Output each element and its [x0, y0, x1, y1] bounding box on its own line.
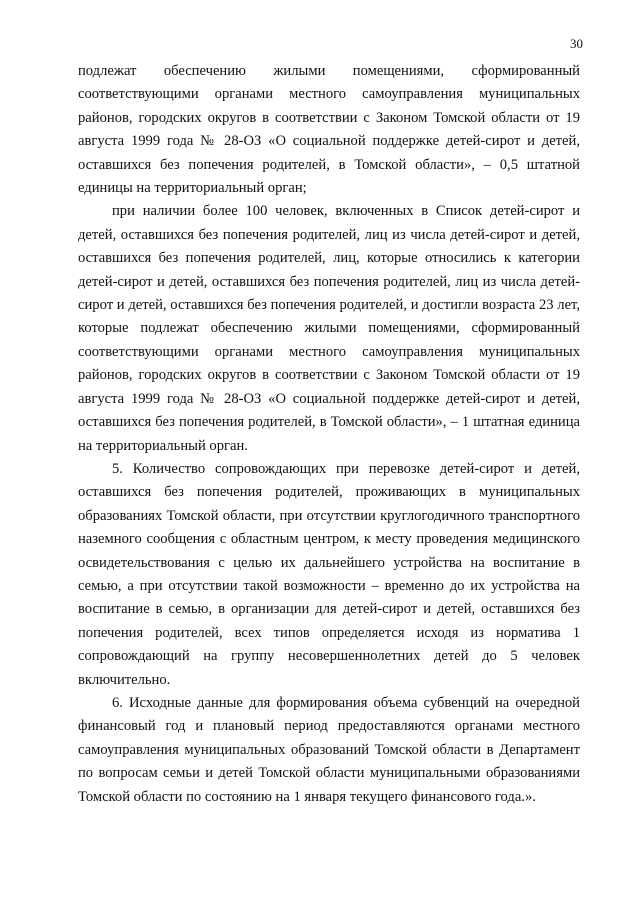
paragraph-continuation: подлежат обеспечению жилыми помещениями, сформированный соответствующими органами местного самоуправления муниципальных районов, городских округов в соответствии с Законом Томской области от 19 августа 1999 года № 28-ОЗ «О социальной поддержке детей-сирот и детей, оставшихся без попечения родителей, в Томской области», – 0,5 штатной единицы на территориальный орган; [78, 63, 580, 197]
paragraph-item-5-escorts: 5. Количество сопровождающих при перевозке детей-сирот и детей, оставшихся без попечения родителей, проживающих в муниципальных образованиях Томской области, при отсутствии круглогодичного транспортного наземного сообщения с областным центром, к месту проведения медицинского освидетельствования с целью их дальнейшего устройства на воспитание в семью, а при отсутствии такой возможности – временно до их устройства на воспитание в семью, в организации для детей-сирот и детей, оставшихся без попечения родителей, всех типов определяется исходя из норматива 1 сопровождающий на группу несовершеннолетних детей до 5 человек включительно. [78, 460, 580, 688]
paragraph-item-6-source-data: 6. Исходные данные для формирования объема субвенций на очередной финансовый год и плановый период предоставляются органами местного самоуправления муниципальных образований Томской области в Департамент по вопросам семьи и детей Томской области муниципальными образованиями Томской области по состоянию на 1 января текущего финансового года.». [78, 694, 580, 805]
paragraph-staffing-over-100: при наличии более 100 человек, включенных в Список детей-сирот и детей, оставшихся без попечения родителей, лиц из числа детей-сирот и детей, оставшихся без попечения родителей, лиц, которые относились к категории детей-сирот и детей, оставшихся без попечения родителей, лиц из числа детей-сирот и детей, оставшихся без попечения родителей, и достигли возраста 23 лет, которые подлежат обеспечению жилыми помещениями, сформированный соответствующими органами местного самоуправления муниципальных районов, городских округов в соответствии с Законом Томской области от 19 августа 1999 года № 28-ОЗ «О социальной поддержке детей-сирот и детей, оставшихся без попечения родителей, в Томской области», – 1 штатная единица на территориальный орган. [78, 203, 580, 454]
page-number: 30 [570, 36, 583, 51]
document-body [78, 60, 580, 809]
